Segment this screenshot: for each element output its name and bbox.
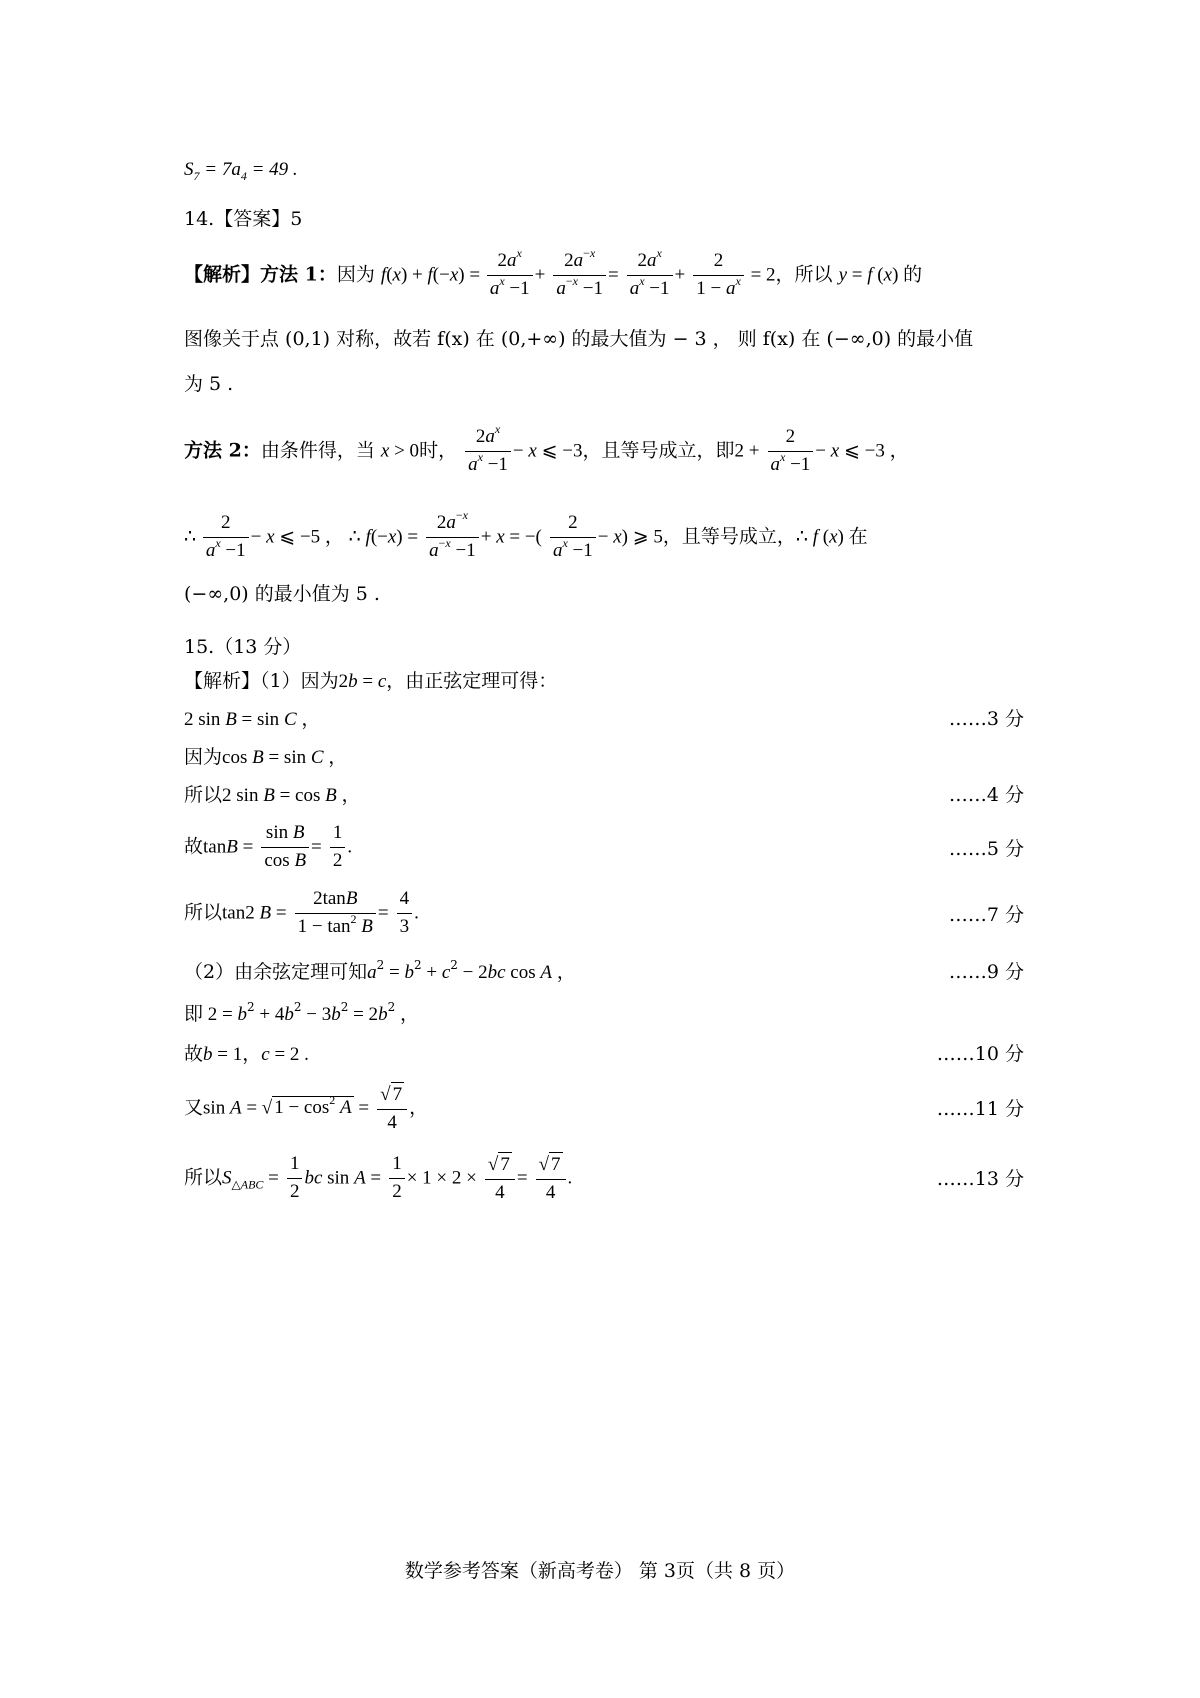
q15-step5: 所以tan2 B = $\frac{2\tan B}{1 - \tan^2 B}$ = $\frac{4}{3}$ . (184, 888, 419, 937)
score-3: ……3 分 (948, 708, 1024, 730)
text: 故 (184, 835, 204, 858)
score-10: ……10 分 (936, 1043, 1024, 1065)
q14-title: 14.【答案】5 (184, 208, 303, 230)
fraction: $\frac{2\tan B}{1 - \tan^2 B}$ (295, 888, 376, 939)
s7-line: $S_7 = 7a_4 = 49$ . (184, 159, 298, 183)
score-5: ……5 分 (948, 838, 1024, 860)
q15-step1: 2 sin B = sin C ， (184, 709, 321, 730)
text: 又 (184, 1096, 204, 1119)
fraction: $\frac{4}{3}$ (397, 888, 413, 939)
page-footer: 数学参考答案（新高考卷） 第 3页（共 8 页） (404, 1560, 796, 1582)
fraction: $\frac{√ 7}{4}$ (536, 1152, 566, 1205)
fraction: $\frac{2a^x}{a^x -1}$ (487, 250, 533, 301)
q15-intro: 【解析】（1）因为2b = c，由正弦定理可得： (184, 670, 558, 692)
text: 【解析】（1）因为 (184, 670, 339, 692)
q15-step3: 所以2 sin B = cos B ， (184, 784, 361, 806)
fraction: $\frac{2}{a^x -1}$ (550, 512, 596, 563)
fraction: $\frac{2}{a^x -1}$ (768, 426, 814, 477)
text: 的 (903, 263, 923, 286)
text: 即 (184, 1003, 204, 1025)
fraction: $\frac{√ 7}{4}$ (485, 1152, 515, 1205)
fraction: $\frac{1}{2}$ (287, 1153, 303, 1204)
q14-line6: (−∞,0) 的最小值为 5 . (184, 583, 380, 605)
q15-part2: （2）由余弦定理可知$a^2 = b^2 + c^2 - 2bc$ cos A ， (184, 958, 576, 983)
fraction: $\frac{2a^{-x}}{a^{-x} -1}$ (553, 250, 606, 301)
text: 在 (848, 525, 868, 548)
q15-step7: 即 $2 = b^2 + 4b^2 - 3b^2 = 2b^2$ ， (184, 1000, 419, 1025)
fraction: $\frac{\text{sin B}}{\text{cos B}}$ (261, 822, 309, 873)
score-13: ……13 分 (936, 1168, 1024, 1190)
text: 因为 (336, 263, 375, 286)
fraction: $\frac{1}{2}$ (389, 1153, 405, 1204)
method2-label: 方法 2： (184, 439, 261, 462)
text: （2）由余弦定理可知 (184, 961, 368, 983)
fraction: $\frac{2a^x}{a^x -1}$ (465, 426, 511, 477)
text: 所以 (184, 1166, 223, 1189)
text: 所以 (184, 784, 223, 806)
q15-step10: 所以$S_{\triangle ABC}$ = $\frac{1}{2}$ bc sin A = $\frac{1}{2}$ × 1 × 2 × $\frac{√ 7}{4}$ = $\frac{√ 7}{4}$ . (184, 1153, 573, 1203)
method1-label: 【解析】方法 1： (184, 263, 337, 286)
score-9: ……9 分 (948, 961, 1024, 983)
text: 时， (419, 439, 458, 462)
q14-line5: ∴ $\frac{2}{a^x -1}$ − x ⩽ −5 ， ∴ f(−x) = $\frac{2a^{-x}}{a^{-x} -1}$ + x = −( $\frac{2}{a^x -1}$ − x) ⩾ 5，且等号成立，∴ f (x) 在 (184, 508, 868, 561)
text: 故 (184, 1043, 204, 1065)
score-7: ……7 分 (948, 904, 1024, 926)
fraction: $\frac{2}{1 - a^x}$ (693, 250, 744, 301)
q15-step2: 因为cos B = sin C ， (184, 746, 348, 768)
text: ，且等号成立，即 (582, 439, 735, 462)
score-11: ……11 分 (936, 1098, 1024, 1120)
q15-title: 15.（13 分） (184, 636, 302, 658)
text: 因为 (184, 746, 223, 768)
text: ，由正弦定理可得： (386, 670, 558, 692)
q15-step4: 故tanB = $\frac{\text{sin B}}{\text{cos B}}$ = $\frac{1}{2}$ . (184, 822, 353, 871)
q14-method1-line: 【解析】方法 1：因为 f(x) + f(−x) = $\frac{2a^x}{a^x -1}$ + $\frac{2a^{-x}}{a^{-x} -1}$ = $\frac{2a^x}{a^x -1}$ + $\frac{2}{1 - a^x}$ = 2，所以 y = f (x) 的 (184, 246, 923, 299)
q14-line3: 为 5 . (184, 373, 234, 395)
q14-method2-line: 方法 2：由条件得，当 x > 0时， $\frac{2a^x}{a^x -1}$ − x ⩽ −3，且等号成立，即2 + $\frac{2}{a^x -1}$ − x ⩽ −3 ， (184, 422, 909, 475)
fraction: $\frac{√ 7}{4}$ (377, 1082, 407, 1135)
text: ， (242, 1043, 262, 1065)
text: ，所以 (775, 263, 833, 286)
q15-step9: 又sin A = √ $1 - \cos^2 A$ = $\frac{√ 7}{4}$ ， (184, 1084, 429, 1133)
fraction: $\frac{2a^x}{a^x -1}$ (627, 250, 673, 301)
fraction: $\frac{1}{2}$ (330, 822, 346, 873)
q15-step8: 故b = 1，c = 2 . (184, 1043, 309, 1065)
score-4: ……4 分 (948, 784, 1024, 806)
text: 由条件得，当 (260, 439, 375, 462)
text: ，且等号成立， (662, 525, 796, 548)
fraction: $\frac{2}{a^x -1}$ (203, 512, 249, 563)
fraction: $\frac{2a^{-x}}{a^{-x} -1}$ (426, 512, 479, 563)
q14-line2: 图像关于点 (0,1) 对称，故若 f(x) 在 (0,+∞) 的最大值为 − 3 ， 则 f(x) 在 (−∞,0) 的最小值 (184, 328, 974, 350)
text: 所以 (184, 901, 223, 924)
